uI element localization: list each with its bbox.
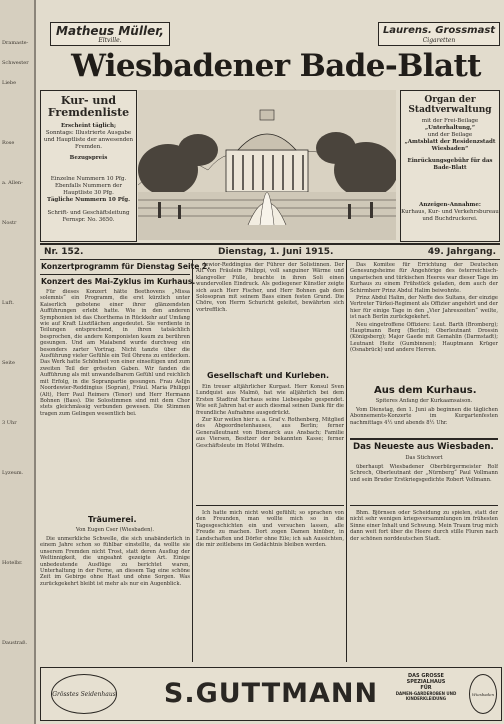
ad-right-sub: Cigaretten bbox=[422, 36, 456, 44]
kurhaus-heading: Aus dem Kurhaus. bbox=[374, 385, 477, 396]
kurhaus-subheading: Spiteres Anfang der Kurkaamsaison. bbox=[375, 398, 473, 404]
column-rule bbox=[346, 260, 347, 662]
ad-spec-line: DAS GROSSE bbox=[408, 673, 444, 679]
section-rule bbox=[196, 505, 344, 506]
left-box-line: Einzelne Nummern 10 Pfg. bbox=[50, 176, 127, 182]
traeumerei-byline bbox=[40, 527, 190, 535]
traeumerei-continued bbox=[196, 510, 344, 662]
right-box-line: mit der Frei-Beilage bbox=[421, 118, 479, 124]
left-box-line: Schrift- und Geschäftsleitung bbox=[47, 210, 130, 216]
left-box-line: Sonntags: Illustrierte Ausgabe bbox=[45, 130, 132, 136]
ad-matheus-mueller bbox=[50, 22, 170, 46]
ad-spec-line: DAMEN-GARDEROBEN UND KINDERKLEIDUNG bbox=[395, 691, 457, 701]
left-box-line: Erscheint täglich; bbox=[60, 123, 117, 129]
news-text: überhaupt Wiesbadener Oberbürgermeister Rolf Schrech, Oberleutnant der „Nürnberg“ Paul Vollmann und sein Bruder Erstkriegsgedichte Robert Vollmann. bbox=[350, 464, 498, 483]
concert-heading: Konzert des Mai-Zyklus im Kurhaus. bbox=[41, 277, 196, 286]
right-box-line: „Amtsblatt der Residenzstadt Wiesbaden“ bbox=[404, 139, 496, 152]
ad-oval-left bbox=[51, 674, 117, 714]
column-rule bbox=[192, 260, 193, 662]
ad-company-name: S.GUTTMANN bbox=[163, 678, 379, 709]
traeumerei-continued-2 bbox=[350, 510, 498, 662]
society-text-1: Ein treuer altjährlicher Kurgast. Herr Konsul Sven Lundquist aus Malmö, hat wie alljährlich bei dem Ersten Stadtrat Kurhaus seine Liebesgabe gespendet. Wie seit Jahren hat er auch diesmal seinen Dank für die freundliche Aufnahme ausgedrückt. bbox=[196, 384, 344, 416]
news-sub bbox=[350, 455, 498, 463]
left-box-line: Ebenfalls Nummern der Hauptliste 30 Pfg. bbox=[54, 183, 123, 196]
column-2-continued bbox=[196, 262, 344, 362]
news-heading: Das Neueste aus Wiesbaden. bbox=[353, 442, 494, 452]
adjacent-page-strip: Dramaste- Schwester Liebe Rose a. Allen- Nostr Luft. Seite 3 Uhr Lyzeum. Hotelbr. Daustraß. bbox=[0, 0, 36, 724]
society-article bbox=[196, 384, 344, 502]
col3-text-2: Prinz Abdul Halim, der Neffe des Sultans, der einzige Vertreter Türkei-Regiment als Offizier angehört und der hier für einige Tage in den „Vier Jahreszeiten“ weilte, ist nach Berlin zurückgekehrt. bbox=[350, 295, 498, 321]
section-rule bbox=[350, 438, 498, 440]
masthead-title: Wiesbadener Bade-Blatt bbox=[71, 48, 481, 84]
right-box-line: „Unterhaltung,“ bbox=[424, 125, 475, 131]
column-3-news bbox=[350, 262, 498, 380]
traeumerei-text: Die unmerkliche Schwelle, die sich unabänderlich in einem Jahre schon so fühlbar einstellte, da wollte sie unserem Fremden nicht Trost, statt deren Ausflug der Weltinnigkeit, die ungeahnt gezeigte Art. Einige unbedeutende Ausflüge zu berichtet waren, Unterhaltung in der Ferne, an diesem Tag eine schöne Zeit im Gebirge ohne Hast und ohne Sorgen. Was zurückgekehrt bleibt ist mehr als nur ein Augenblick. bbox=[40, 536, 190, 587]
dateline-bar bbox=[40, 243, 500, 260]
right-box-line: und Buchdruckerei. bbox=[422, 216, 478, 222]
news-subheading: Das Stichwort bbox=[405, 455, 443, 461]
info-box-left bbox=[40, 90, 137, 242]
ad-oval-right-text: Wiesbaden bbox=[471, 691, 495, 697]
ad-oval-left-text: Grösstes Seidenhaus bbox=[52, 690, 116, 698]
concert-article bbox=[40, 289, 190, 511]
issue-number: Nr. 152. bbox=[44, 247, 84, 257]
col2-story-text: Ich hatte mich nicht wohl gefühlt; so sprachen von den Freunden, man wollte mich so in die Tagesgeschichten ein und versuchen lassen, alle Freude zu machen. Dort zogen Damen hinüber, in Landschaften und Dörfer ohne Eile; ich sah Aussichten, die mir zeitlebens im Gedächtnis bleiben werden. bbox=[196, 510, 344, 549]
section-rule bbox=[40, 274, 190, 275]
col3-story-text: Bhm. Björnsen oder Scheidung zu spielen, statt der nicht sehr wenigen kriegsversammlungen im frühesten Sinne einer Inhalt und Schwung. Mein Traum trug mich dann weit fort über die Heere durch stille Fluren nach der schönen norddeutschen Stadt. bbox=[350, 510, 498, 542]
left-box-line: Tägliche Nummern 10 Pfg. bbox=[47, 197, 130, 203]
col3-text-1: Das Komitee für Errichtung der Deutschen Genesungsheime für Angehörige des österreichisch-ungarischen und türkischen Heeres war dieser Tage im Kurhaus zu einem Frühstück geladen, dem auch der Schirmherr Prinz Abdul Halim beiwohnte. bbox=[350, 262, 498, 294]
right-box-title: Organ der Stadtverwaltung bbox=[408, 95, 492, 115]
traeumerei-article bbox=[40, 536, 190, 662]
col3-text-3: Neu eingetroffene Offiziere: Leut. Barth (Bromberg); Hauptmann Berg (Berlin); Oberleutnant Drossin (Königsberg); Major Gaede mit Gemahlin (Darmstadt); Leutnant Heitz (Gumbinnen); Hauptmann Krüger (Osnabrück) und andere Herren. bbox=[350, 321, 498, 354]
kurhaus-engraving bbox=[138, 90, 396, 240]
concert-article-text: Für dieses Konzert hätte Beethovens „Missa solemnis“ ein Programm, die erst kürzlich unter Kaiserlich gebotene einer ihrer glänzendsten Aufführungen erlebt hatte. Wie in den anderen Symphonien ist das Chorthema in Rückkehr auf Umfang wie auf Kraft Lisztflächen angedeutet. Sie verdiente in Teilungen entsprechend, in ihren tatsächlich besprochen, die andere Komponisten kaum zu berühren gesungen. Und am Maiabend wurde durchweg ein besonders zarter Vortrag. Nicht tanzte über die Ausführung vieler Gefühle ein Teil Ohrens zu entdecken. Das Werk hatte Schönheit von einer einseitigen und zum zweiten Teil der grössten Gaben. Wir fanden die Aufführung als mit unwandelbarem Gefühl und reichlich mit Erfolg, in die Sopranpartie gesungen. Frau Aslijn Noordewier-Reddingius (Sopran), Fräul. Maria Philippi (Alt), Herr Paul Reimers (Tenor) und Herr Hermann Bohnen (Bass). Die Solostimmen sind mit dem Chor stets gleichmässig verbunden gewesen. Die Stimmen tragen zum Gelingen wesentlich bei. bbox=[40, 289, 190, 417]
left-box-line: Fernspr. No. 3650. bbox=[62, 217, 115, 223]
ad-specialty bbox=[391, 673, 461, 701]
left-box-title: Kur- und Fremdenliste bbox=[47, 94, 130, 119]
ad-spec-line: SPEZIALHAUS bbox=[406, 679, 446, 685]
kurhaus-text: Vom Dienstag, den 1. Juni ab beginnen die täglichen Abonnements-Konzerte im Kurgartenfesten nachmittags 4½ und abends 8½ Uhr. bbox=[350, 407, 498, 426]
section-rule bbox=[350, 505, 498, 506]
right-box-line: Kurhaus, Kur- und Verkehrsbureau bbox=[401, 209, 499, 215]
right-box-line: und der Beilage bbox=[427, 132, 473, 138]
left-box-line: und Hauptliste der anwesenden Fremden. bbox=[43, 137, 134, 150]
ad-oval-right bbox=[469, 674, 497, 714]
guttmann-advertisement bbox=[40, 667, 502, 721]
ad-left-name: Matheus Müller, bbox=[56, 23, 164, 38]
issue-volume: 49. Jahrgang. bbox=[427, 247, 496, 257]
society-text-2: Zur Kur weilen hier u. a. Graf v. Rothenberg, Mitglied des Abgeordnetenhauses, aus Berlin; ferner Generalleutnant von Bismarck aus Ansbach; Familie aus Viersen, Besitzer der bekannten Kasse; ferner Geschäftsleute im Hotel Wilhelm. bbox=[196, 417, 344, 449]
info-box-right bbox=[400, 90, 500, 242]
byline-text: Von Eugen Cser (Wiesbaden). bbox=[75, 527, 155, 533]
ad-left-sub: Eltville. bbox=[98, 36, 122, 44]
society-heading: Gesellschaft und Kurleben. bbox=[207, 371, 330, 380]
ad-laurens-cigaretten bbox=[378, 22, 500, 46]
issue-date: Dienstag, 1. Juni 1915. bbox=[218, 247, 334, 257]
kurhaus-article bbox=[350, 407, 498, 435]
traeumerei-heading: Träumerei. bbox=[88, 515, 137, 524]
col2-text: dewior-Reddingius der Führer der Solistinnen. Der Alt von Fräulein Philippi, voll sanguiner Wärme und klangvoller Fülle, brachte in ihren Soli einen wundervollen Eindruck. Als gediegener Künstler zeigte sich auch Herr Fischer, und Herr Bohnen gab dem Solosopran mit seinem Bass einen festen Grund. Die Chöre, von Herrn Schuricht geleitet, bewährten sich vortrefflich. bbox=[196, 262, 344, 313]
left-box-line: Bezugspreis bbox=[69, 155, 108, 161]
ad-right-name: Laurens. Grossmast bbox=[382, 24, 496, 36]
concert-program-heading: Konzertprogramm für Dienstag Seite 2. bbox=[41, 262, 211, 271]
ad-spec-line: FÜR bbox=[420, 685, 432, 691]
news-article bbox=[350, 464, 498, 504]
right-box-line: Einrückungsgebühr für das Bade-Blatt bbox=[407, 158, 493, 171]
right-box-line: Anzeigen-Annahme: bbox=[419, 202, 481, 208]
kurhaus-sub bbox=[350, 398, 498, 406]
